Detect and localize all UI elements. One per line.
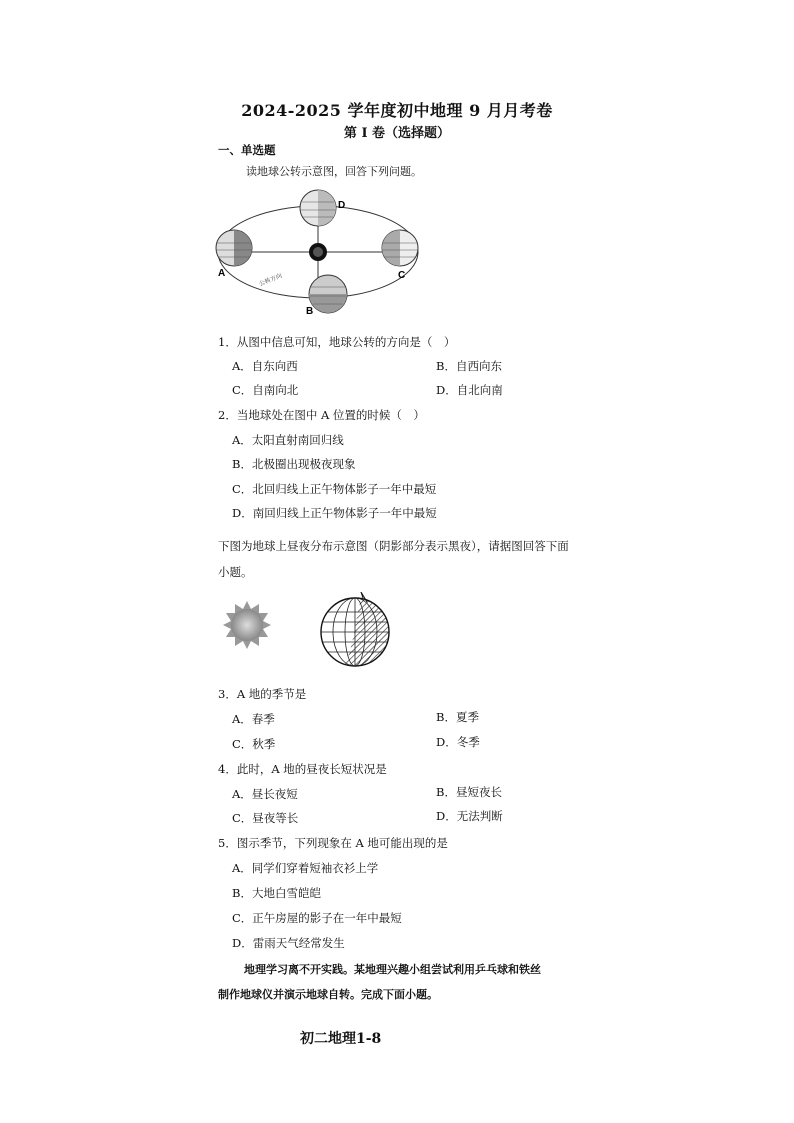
q2-option-c[interactable]: C．北回归线上正午物体影子一年中最短 (232, 482, 437, 496)
q3-option-b[interactable]: B．夏季 (436, 710, 479, 724)
question-5-stem: 5．图示季节，下列现象在 A 地可能出现的是 (218, 836, 448, 850)
intro-practice-line1: 地理学习离不开实践。某地理兴趣小组尝试利用乒乓球和铁丝 (244, 963, 541, 976)
volume-title: 第 I 卷（选择题） (343, 126, 451, 141)
question-1-stem: 1．从图中信息可知，地球公转的方向是（ ） (218, 335, 456, 349)
intro-figure1: 读地球公转示意图，回答下列问题。 (246, 165, 422, 178)
label-b: B (306, 306, 314, 316)
intro-figure2-line1: 下图为地球上昼夜分布示意图（阴影部分表示黑夜），请据图回答下面 (218, 539, 569, 553)
sun-icon (222, 600, 272, 650)
q5-option-c[interactable]: C．正午房屋的影子在一年中最短 (232, 911, 402, 925)
q5-option-d[interactable]: D．雷雨天气经常发生 (232, 936, 345, 950)
section-heading: 一、单选题 (218, 143, 276, 157)
question-2-stem: 2．当地球处在图中 A 位置的时候（ ） (218, 408, 425, 422)
q5-option-b[interactable]: B．大地白雪皑皑 (232, 886, 321, 900)
q3-option-c[interactable]: C．秋季 (232, 737, 276, 751)
label-d: D (338, 200, 346, 211)
day-night-globe-diagram (315, 592, 395, 672)
earth-position-d-icon (300, 190, 336, 226)
q1-option-b[interactable]: B．自西向东 (436, 359, 502, 373)
q1-option-d[interactable]: D．自北向南 (436, 383, 503, 397)
q1-option-c[interactable]: C．自南向北 (232, 383, 299, 397)
orbit-direction-label: 公转方向 (258, 272, 284, 288)
intro-practice-line2: 制作地球仪并演示地球自转。完成下面小题。 (218, 988, 438, 1001)
earth-revolution-diagram (210, 186, 430, 316)
earth-position-b-icon (309, 275, 347, 313)
q2-option-b[interactable]: B．北极圈出现极夜现象 (232, 457, 356, 471)
q3-option-a[interactable]: A．春季 (232, 712, 275, 726)
label-c: C (398, 270, 406, 281)
q2-option-d[interactable]: D．南回归线上正午物体影子一年中最短 (232, 506, 437, 520)
label-a: A (218, 268, 226, 279)
q4-option-d[interactable]: D．无法判断 (436, 809, 503, 823)
q1-option-a[interactable]: A．自东向西 (232, 359, 298, 373)
q2-option-a[interactable]: A．太阳直射南回归线 (232, 433, 344, 447)
page-title: 2024-2025 学年度初中地理 9 月月考卷 (241, 101, 553, 120)
question-3-stem: 3．A 地的季节是 (218, 687, 307, 701)
q4-option-b[interactable]: B．昼短夜长 (436, 785, 502, 799)
question-4-stem: 4．此时，A 地的昼夜长短状况是 (218, 762, 387, 776)
q5-option-a[interactable]: A．同学们穿着短袖衣衫上学 (232, 861, 379, 875)
q4-option-a[interactable]: A．昼长夜短 (232, 787, 298, 801)
q4-option-c[interactable]: C．昼夜等长 (232, 811, 299, 825)
earth-position-a-icon (216, 230, 252, 266)
page-footer: 初二地理1-8 (300, 1031, 382, 1047)
intro-figure2-line2: 小题。 (218, 565, 253, 579)
q3-option-d[interactable]: D．冬季 (436, 735, 480, 749)
earth-position-c-icon (382, 230, 418, 266)
